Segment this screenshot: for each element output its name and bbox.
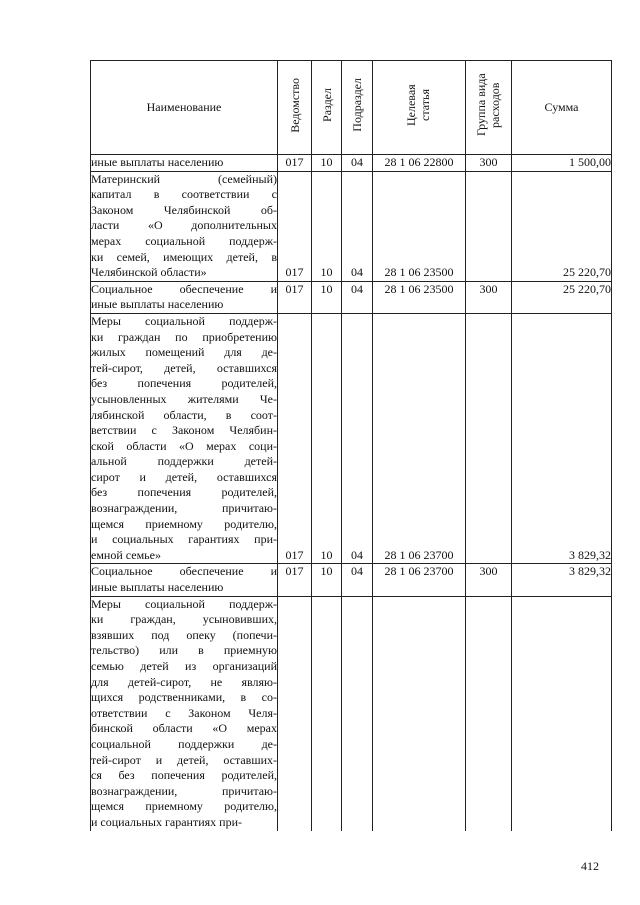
table-row: [91, 596, 612, 830]
row-name-line: ки граждан по приобретению: [91, 329, 277, 344]
row-name-line: альной поддержки детей-: [91, 454, 277, 469]
row-dept: 017: [278, 171, 312, 281]
row-group: [466, 596, 512, 830]
row-name-line: тей-сирот и детей, оставших-: [91, 752, 277, 767]
row-name-line: щихся родственниками, в со-: [91, 690, 277, 705]
row-name-line: бинской области «О мерах: [91, 721, 277, 736]
row-group: 300: [466, 155, 512, 172]
row-name-line: Меры социальной поддерж-: [91, 596, 277, 611]
row-name-line: ся без попечения родителей,: [91, 768, 277, 783]
row-name-line: вознаграждении, причитаю-: [91, 783, 277, 798]
row-sum: 25 220,70: [512, 281, 612, 313]
row-name: [91, 596, 278, 830]
row-name-line: Челябинской области»: [91, 265, 207, 280]
row-dept: 017: [278, 313, 312, 564]
row-target: 28 1 06 23700: [373, 313, 466, 564]
row-group: [466, 171, 512, 281]
row-name-line: иные выплаты населению: [91, 297, 224, 312]
row-name-line: ответствии с Законом Челя-: [91, 705, 277, 720]
row-section: 10: [312, 564, 342, 596]
header-dept: Ведомство: [278, 61, 312, 155]
table-row: [91, 313, 612, 564]
row-section: 10: [312, 281, 342, 313]
row-name-line: щемся приемному родителю,: [91, 516, 277, 531]
row-name-line: емной семье»: [91, 547, 161, 562]
row-name-line: капитал в соответствии с: [91, 187, 277, 202]
row-name-line: иные выплаты населению: [91, 580, 224, 595]
row-name: [91, 281, 278, 313]
row-subsection: 04: [342, 564, 373, 596]
row-sum: 3 829,32: [512, 313, 612, 564]
row-name-line: взявших под опеку (попечи-: [91, 627, 277, 642]
row-section: 10: [312, 171, 342, 281]
row-name-line: Социальное обеспечение и: [91, 564, 277, 579]
row-name-line: жилых помещений для де-: [91, 345, 277, 360]
row-group: 300: [466, 564, 512, 596]
page-number: 412: [581, 859, 599, 873]
header-section: Раздел: [312, 61, 342, 155]
row-subsection: 04: [342, 155, 373, 172]
header-group: Группа вида расходов: [466, 61, 512, 155]
row-name-line: щемся приемному родителю,: [91, 799, 277, 814]
row-name-line: Законом Челябинской об-: [91, 202, 277, 217]
row-sum: 25 220,70: [512, 171, 612, 281]
row-dept: 017: [278, 155, 312, 172]
row-name-line: ки семей, имеющих детей, в: [91, 249, 277, 264]
row-name: [91, 564, 278, 596]
header-subsection: Подраздел: [342, 61, 373, 155]
row-name: [91, 155, 278, 172]
table-row: [91, 171, 612, 281]
row-name-line: Материнский (семейный): [91, 171, 277, 186]
row-name-line: лябинской области, в соот-: [91, 407, 277, 422]
row-name-line: тей-сирот, детей, оставшихся: [91, 360, 277, 375]
row-name-line: ской области «О мерах соци-: [91, 438, 277, 453]
row-name-line: Меры социальной поддерж-: [91, 313, 277, 328]
row-name-line: ласти «О дополнительных: [91, 218, 277, 233]
row-name: [91, 171, 278, 281]
row-name-line: Социальное обеспечение и: [91, 281, 277, 296]
row-name-line: усыновленных жителями Че-: [91, 391, 277, 406]
header-sum: Сумма: [512, 61, 612, 155]
row-name-line: ветствии с Законом Челябин-: [91, 423, 277, 438]
row-name-line: тельство) или в приемную: [91, 643, 277, 658]
row-target: 28 1 06 22800: [373, 155, 466, 172]
header-row: [91, 61, 612, 155]
row-name-line: и социальных гарантиях при-: [91, 814, 242, 829]
row-group: 300: [466, 281, 512, 313]
row-name-line: для детей-сирот, не являю-: [91, 674, 277, 689]
row-name-line: и социальных гарантиях при-: [91, 532, 277, 547]
row-name-line: семью детей из организаций: [91, 659, 277, 673]
table-body: [91, 155, 612, 831]
row-target: [373, 596, 466, 830]
row-section: 10: [312, 313, 342, 564]
row-name: [91, 313, 278, 564]
table-row: [91, 155, 612, 172]
row-group: [466, 313, 512, 564]
row-name-line: вознаграждении, причитаю-: [91, 501, 277, 516]
budget-table: [90, 60, 612, 831]
row-name-line: без попечения родителей,: [91, 376, 277, 391]
table-row: [91, 281, 612, 313]
row-subsection: [342, 596, 373, 830]
header-name: Наименование: [91, 61, 278, 155]
row-name-line: социальной поддержки де-: [91, 736, 277, 751]
row-name-line: иные выплаты населению: [91, 155, 224, 169]
row-sum: 3 829,32: [512, 564, 612, 596]
row-subsection: 04: [342, 281, 373, 313]
row-subsection: 04: [342, 171, 373, 281]
row-section: [312, 596, 342, 830]
row-name-line: сирот и детей, оставшихся: [91, 469, 277, 484]
row-sum: 1 500,00: [512, 155, 612, 172]
row-target: 28 1 06 23500: [373, 281, 466, 313]
row-dept: 017: [278, 281, 312, 313]
row-name-line: ки граждан, усыновивших,: [91, 612, 277, 627]
row-target: 28 1 06 23500: [373, 171, 466, 281]
row-section: 10: [312, 155, 342, 172]
row-name-line: без попечения родителей,: [91, 485, 277, 500]
row-dept: 017: [278, 564, 312, 596]
row-subsection: 04: [342, 313, 373, 564]
row-sum: [512, 596, 612, 830]
row-target: 28 1 06 23700: [373, 564, 466, 596]
row-dept: [278, 596, 312, 830]
table-row: [91, 564, 612, 596]
row-name-line: мерах социальной поддерж-: [91, 233, 277, 248]
header-target: Целевая статья: [373, 61, 466, 155]
